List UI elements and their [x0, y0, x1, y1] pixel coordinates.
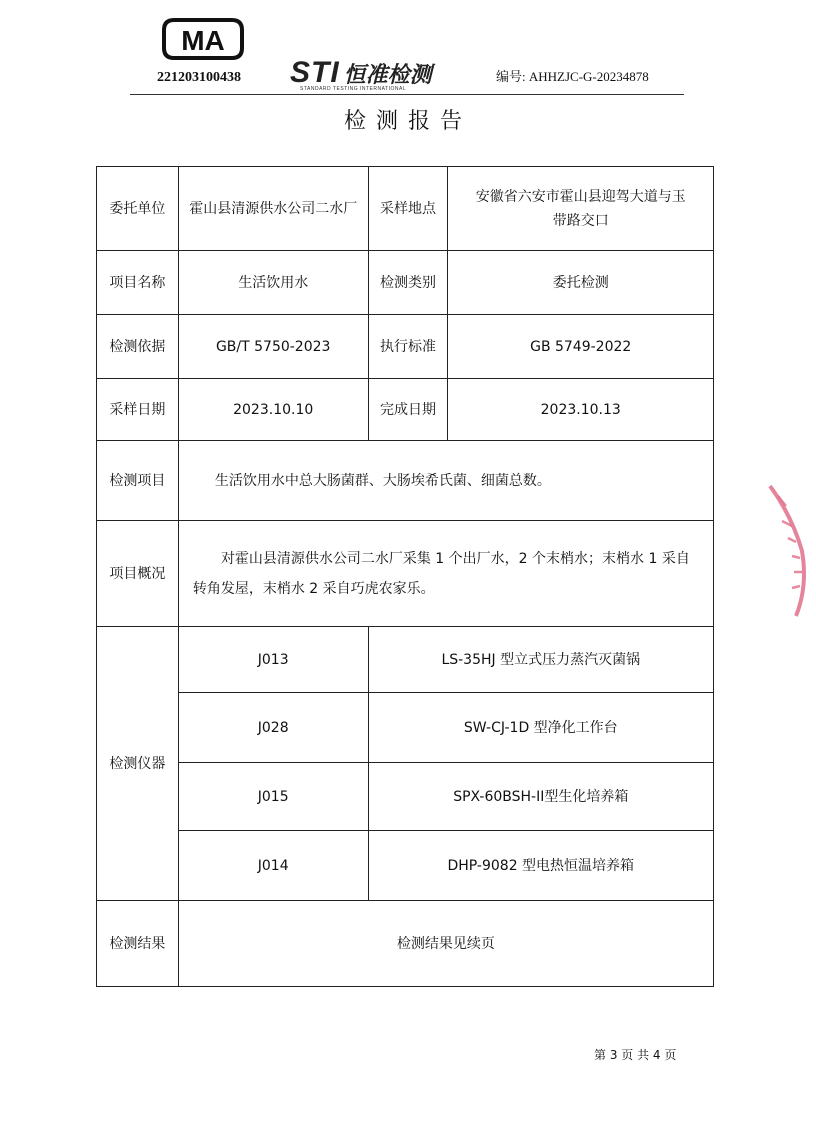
sti-logo-subtitle: STANDARD TESTING INTERNATIONAL [300, 86, 407, 92]
instrument-name: DHP-9082 型电热恒温培养箱 [368, 831, 713, 901]
instrument-label: 检测仪器 [97, 627, 179, 901]
client-label: 委托单位 [97, 167, 179, 251]
site-label: 采样地点 [368, 167, 448, 251]
category-value: 委托检测 [448, 251, 714, 315]
table-row [97, 831, 714, 901]
table-row [97, 763, 714, 831]
header-divider [130, 94, 684, 95]
instrument-code: J013 [178, 627, 368, 693]
sti-logo-text: STI [290, 56, 340, 89]
instrument-name: SPX-60BSH-II型生化培养箱 [368, 763, 713, 831]
table-row [97, 315, 714, 379]
report-number: 编号: AHHZJC-G-20234878 [496, 69, 649, 84]
table-row [97, 379, 714, 441]
completion-date-label: 完成日期 [368, 379, 448, 441]
instrument-code: J014 [178, 831, 368, 901]
instrument-name: LS-35HJ 型立式压力蒸汽灭菌锅 [368, 627, 713, 693]
overview-value: 对霍山县清源供水公司二水厂采集 1 个出厂水，2 个末梢水；末梢水 1 采自转角发屋，末梢水 2 采自巧虎农家乐。 [178, 521, 713, 627]
overview-label: 项目概况 [97, 521, 179, 627]
cma-cert-number: 221203100438 [157, 70, 241, 85]
project-value: 生活饮用水 [178, 251, 368, 315]
items-value: 生活饮用水中总大肠菌群、大肠埃希氏菌、细菌总数。 [178, 441, 713, 521]
sampling-date-value: 2023.10.10 [178, 379, 368, 441]
table-row [97, 627, 714, 693]
table-row [97, 251, 714, 315]
standard-label: 执行标准 [368, 315, 448, 379]
report-table [96, 166, 714, 987]
standard-value: GB 5749-2022 [448, 315, 714, 379]
basis-value: GB/T 5750-2023 [178, 315, 368, 379]
cma-logo-icon [160, 16, 246, 62]
sti-logo-cn: 恒准检测 [343, 63, 432, 88]
basis-label: 检测依据 [97, 315, 179, 379]
report-header [0, 0, 816, 100]
sti-logo [290, 56, 432, 90]
page-title: 检测报告 [343, 109, 472, 134]
result-label: 检测结果 [97, 901, 179, 987]
project-label: 项目名称 [97, 251, 179, 315]
table-row [97, 521, 714, 627]
page-number: 第 3 页 共 4 页 [594, 1048, 677, 1062]
table-row [97, 167, 714, 251]
site-value: 安徽省六安市霍山县迎驾大道与玉带路交口 [448, 167, 714, 251]
instrument-code: J028 [178, 693, 368, 763]
instrument-name: SW-CJ-1D 型净化工作台 [368, 693, 713, 763]
client-value: 霍山县清源供水公司二水厂 [178, 167, 368, 251]
completion-date-value: 2023.10.13 [448, 379, 714, 441]
table-row [97, 693, 714, 763]
category-label: 检测类别 [368, 251, 448, 315]
svg-text:MA: MA [181, 25, 225, 56]
sampling-date-label: 采样日期 [97, 379, 179, 441]
instrument-code: J015 [178, 763, 368, 831]
table-row [97, 441, 714, 521]
table-row [97, 901, 714, 987]
result-value: 检测结果见续页 [178, 901, 713, 987]
seal-stamp-icon [762, 476, 812, 626]
items-label: 检测项目 [97, 441, 179, 521]
